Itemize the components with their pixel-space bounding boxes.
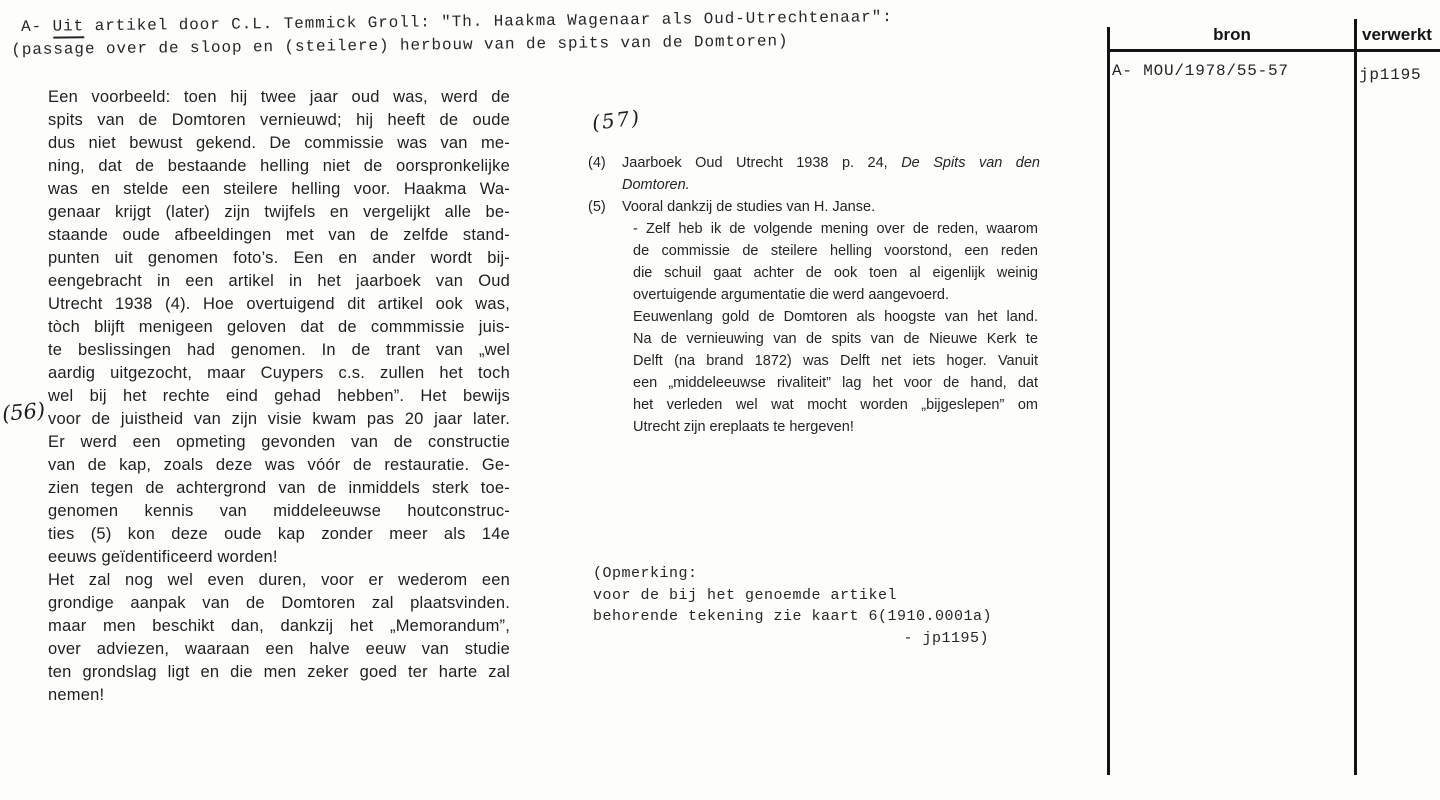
article-line: te beslissingen had genomen. In de trant van „wel bbox=[48, 341, 510, 359]
article-line: punten uit genomen foto’s. Een en ander wordt bij- bbox=[48, 249, 510, 267]
typed-header bbox=[11, 5, 951, 62]
footnote-5-remark-line: overtuigende argumentatie die werd aangevoerd. bbox=[633, 287, 949, 303]
article-line: Een voorbeeld: toen hij twee jaar oud was, werd de bbox=[48, 88, 510, 106]
typed-remark-line: (Opmerking: bbox=[593, 565, 698, 582]
footnote-4-line1 bbox=[622, 152, 1040, 174]
article-line: eengebracht in een artikel in het jaarboek van Oud bbox=[48, 272, 510, 290]
article-line: dus niet bewust gekend. De commissie was van me- bbox=[48, 134, 510, 152]
footnote-4-body bbox=[622, 152, 1040, 196]
table-vertical-rule-left bbox=[1107, 27, 1110, 775]
article-line: was en stelde een steilere helling voor. Haakma Wa- bbox=[48, 180, 510, 198]
table-value-bron: A- MOU/1978/55-57 bbox=[1112, 62, 1289, 80]
typed-remark-signature: - jp1195) bbox=[903, 629, 989, 647]
footnote-5-remark-line: Delft (na brand 1872) was Delft net iets hoger. Vanuit bbox=[633, 353, 1038, 369]
footnote-4-line1-normal: Jaarboek Oud Utrecht 1938 p. 24, bbox=[622, 155, 902, 171]
footnote-5-number: (5) bbox=[588, 199, 606, 215]
article-line: aardig uitgezocht, maar Cuypers c.s. zullen het toch bbox=[48, 364, 510, 382]
article-line: maar men beschikt dan, dankzij het „Memorandum”, bbox=[48, 617, 510, 635]
article-line: tòch blijft menigeen geloven dat de commmissie juis- bbox=[48, 318, 510, 336]
handwritten-page-number-57: (57) bbox=[590, 105, 643, 135]
article-line: zien tegen de achtergrond van de inmiddels sterk toe- bbox=[48, 479, 510, 497]
typed-remark-lines bbox=[593, 563, 995, 628]
article-line: over adviezen, waaraan een halve eeuw van studie bbox=[48, 640, 510, 658]
handwritten-page-number-56: (56) bbox=[1, 398, 47, 426]
article-line: nemen! bbox=[48, 686, 105, 704]
table-header-bron: bron bbox=[1213, 25, 1251, 44]
footnote-4 bbox=[588, 152, 1040, 196]
article-line: staande oude afbeeldingen met van de zelfde stand- bbox=[48, 226, 510, 244]
table-vertical-rule-middle bbox=[1354, 19, 1357, 775]
footnote-5 bbox=[588, 196, 1040, 218]
typed-remark-note bbox=[593, 563, 995, 649]
footnote-5-first-line: Vooral dankzij de studies van H. Janse. bbox=[622, 199, 876, 215]
article-line: Het zal nog wel even duren, voor er wederom een bbox=[48, 571, 510, 589]
article-line: eeuws geïdentificeerd worden! bbox=[48, 548, 278, 566]
article-line: ning, dat de bestaande helling niet de oorspronkelijke bbox=[48, 157, 510, 175]
footnote-5-remark-line: het verleden wel wat mocht worden „bijgeslepen” om bbox=[633, 397, 1038, 413]
typed-header-line2: (passage over de sloop en (steilere) herbouw van de spits van de Domtoren) bbox=[11, 32, 789, 60]
article-line: genaar krijgt (later) zijn twijfels en vergelijkt alle be- bbox=[48, 203, 510, 221]
article-line: van de kap, zoals deze was vóór de restauratie. Ge- bbox=[48, 456, 510, 474]
footnote-4-number: (4) bbox=[588, 155, 606, 171]
typed-header-underlined-word: Uit bbox=[53, 17, 85, 38]
footnote-5-remark-line: Utrecht zijn ereplaats te hergeven! bbox=[633, 419, 854, 435]
article-line: voor de juistheid van zijn visie kwam pas 20 jaar later. bbox=[48, 410, 510, 428]
table-value-verwerkt: jp1195 bbox=[1359, 66, 1422, 84]
footnote-5-remark-line: die schuil gaat achter de ook toen al eigenlijk weinig bbox=[633, 265, 1038, 281]
article-line: wel bij het rechte eind gehad hebben”. Het bewijs bbox=[48, 387, 510, 405]
typed-remark-line: behorende tekening zie kaart 6(1910.0001a) bbox=[593, 608, 993, 625]
footnotes-block bbox=[588, 152, 1040, 438]
article-line: ties (5) kon deze oude kap zonder meer als 14e bbox=[48, 525, 510, 543]
article-line: grondige aanpak van de Domtoren zal plaatsvinden. bbox=[48, 594, 510, 612]
article-line: Utrecht 1938 (4). Hoe overtuigend dit artikel ook was, bbox=[48, 295, 510, 313]
footnote-5-remark-line: Na de vernieuwing van de spits van de Nieuwe Kerk te bbox=[633, 331, 1038, 347]
footnote-4-line1-italic: De Spits van den bbox=[901, 155, 1040, 171]
table-header-rule bbox=[1107, 49, 1440, 52]
footnote-5-remark-line: Eeuwenlang gold de Domtoren als hoogste van het land. bbox=[633, 309, 1038, 325]
article-line: spits van de Domtoren vernieuwd; hij heeft de oude bbox=[48, 111, 510, 129]
footnote-4-line2 bbox=[622, 174, 1040, 196]
article-column bbox=[48, 86, 510, 707]
article-line: genomen kennis van middeleeuwse houtconstruc- bbox=[48, 502, 510, 520]
footnote-5-remark bbox=[633, 218, 1038, 438]
table-header-verwerkt: verwerkt bbox=[1362, 25, 1432, 44]
footnote-4-line2-italic: Domtoren. bbox=[622, 177, 690, 193]
typed-header-prefix: A- bbox=[21, 17, 53, 36]
footnote-5-remark-line: de commissie de steilere helling voorstond, een reden bbox=[633, 243, 1038, 259]
footnote-5-remark-line: - Zelf heb ik de volgende mening over de reden, waarom bbox=[633, 221, 1038, 237]
typed-header-line1-rest: artikel door C.L. Temmick Groll: "Th. Haakma Wagenaar als Oud-Utrechtenaar": bbox=[84, 8, 893, 36]
article-line: ten grondslag ligt en die men zeker goed ter harte zal bbox=[48, 663, 510, 681]
article-line: Er werd een opmeting gevonden van de constructie bbox=[48, 433, 510, 451]
typed-remark-line: voor de bij het genoemde artikel bbox=[593, 586, 898, 604]
footnote-5-remark-line: een „middeleeuwse rivaliteit” lag het voor de hand, dat bbox=[633, 375, 1038, 391]
